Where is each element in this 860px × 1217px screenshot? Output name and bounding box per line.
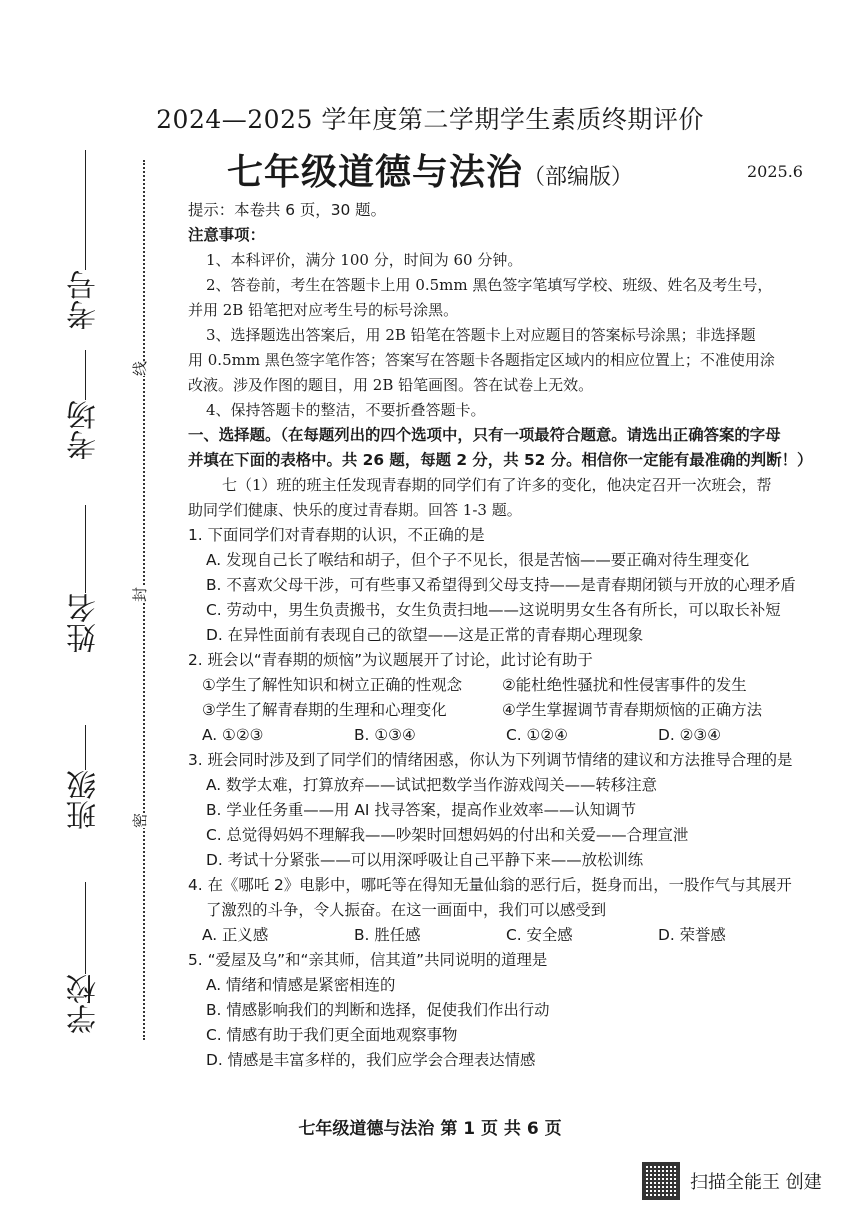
section-heading: 一、选择题。（在每题列出的四个选项中，只有一项最符合题意。请选出正确答案的字母 bbox=[188, 426, 781, 444]
field-school bbox=[55, 882, 115, 1034]
answer-option: A. 情绪和情感是紧密相连的 bbox=[206, 976, 396, 994]
page-footer: 七年级道德与法治 第 1 页 共 6 页 bbox=[298, 1119, 562, 1139]
seal-char-line: 线 bbox=[127, 361, 152, 376]
field-label: 考场 bbox=[67, 400, 102, 460]
scanner-watermark bbox=[642, 1162, 822, 1200]
edition-label: （部编版） bbox=[523, 165, 634, 190]
answer-option: D. ②③④ bbox=[658, 726, 722, 744]
note-line: 并用 2B 铅笔把对应考生号的标号涂黑。 bbox=[188, 301, 459, 319]
answer-option: C. ①②④ bbox=[506, 726, 568, 744]
field-exam-room bbox=[55, 350, 115, 460]
answer-option: A. 数学太难，打算放弃——试试把数学当作游戏闯关——转移注意 bbox=[206, 776, 657, 794]
answer-option: C. 总觉得妈妈不理解我——吵架时回想妈妈的付出和关爱——合理宣泄 bbox=[206, 826, 689, 844]
answer-option: C. 安全感 bbox=[506, 926, 573, 944]
answer-option: B. 学业任务重——用 AI 找寻答案，提高作业效率——认知调节 bbox=[206, 801, 636, 819]
fill-line bbox=[85, 350, 86, 400]
section-heading: 并填在下面的表格中。共 26 题，每题 2 分，共 52 分。相信你一定能有最准确的判断！） bbox=[188, 451, 813, 469]
watermark-text: 扫描全能王 创建 bbox=[690, 1172, 822, 1193]
question-stem: 3. 班会同时涉及到了同学们的情绪困惑，你认为下列调节情绪的建议和方法推导合理的是 bbox=[188, 751, 793, 769]
exam-title: 2024—2025 学年度第二学期学生素质终期评价 bbox=[156, 105, 704, 134]
seal-char-seal: 封 bbox=[127, 587, 152, 602]
note-line: 改液。涉及作图的题目，用 2B 铅笔画图。答在试卷上无效。 bbox=[188, 376, 594, 394]
field-name bbox=[55, 505, 115, 653]
fill-line bbox=[85, 882, 86, 974]
note-line: 4、保持答题卡的整洁，不要折叠答题卡。 bbox=[206, 401, 486, 419]
qr-code-icon bbox=[642, 1162, 680, 1200]
subject-name: 七年级道德与法治 bbox=[226, 152, 523, 193]
fill-line bbox=[85, 505, 86, 593]
field-label: 考号 bbox=[67, 270, 102, 330]
statement-item: ①学生了解性知识和树立正确的性观念 bbox=[202, 676, 463, 694]
statement-item: ③学生了解青春期的生理和心理变化 bbox=[202, 701, 447, 719]
seal-char-secret: 密 bbox=[127, 813, 152, 828]
answer-option: B. 胜任感 bbox=[354, 926, 421, 944]
statement-row bbox=[188, 673, 810, 698]
options-row bbox=[188, 723, 810, 748]
answer-option: D. 在异性面前有表现自己的欲望——这是正常的青春期心理现象 bbox=[206, 626, 644, 644]
question-stem: 5. “爱屋及乌”和“亲其师，信其道”共同说明的道理是 bbox=[188, 951, 548, 969]
answer-option: D. 考试十分紧张——可以用深呼吸让自己平静下来——放松训练 bbox=[206, 851, 644, 869]
answer-option: B. 不喜欢父母干涉，可有些事又希望得到父母支持——是青春期闭锁与开放的心理矛盾 bbox=[206, 576, 796, 594]
fill-line bbox=[85, 725, 86, 770]
answer-option: C. 情感有助于我们更全面地观察事物 bbox=[206, 1026, 458, 1044]
hint-line: 提示：本卷共 6 页，30 题。 bbox=[188, 201, 386, 219]
field-label: 学校 bbox=[67, 974, 102, 1034]
context-line: 七（1）班的班主任发现青春期的同学们有了许多的变化，他决定召开一次班会，帮 bbox=[222, 476, 772, 494]
field-class bbox=[55, 725, 115, 830]
question-stem: 4. 在《哪吒 2》电影中，哪吒等在得知无量仙翁的恶行后，挺身而出，一股作气与其展开 bbox=[188, 876, 792, 894]
statement-item: ②能杜绝性骚扰和性侵害事件的发生 bbox=[502, 676, 747, 694]
question-stem: 2. 班会以“青春期的烦恼”为议题展开了讨论，此讨论有助于 bbox=[188, 651, 593, 669]
options-row bbox=[188, 923, 810, 948]
note-line: 用 0.5mm 黑色签字笔作答；答案写在答题卡各题指定区域内的相应位置上；不准使用涂 bbox=[188, 351, 775, 369]
answer-option: B. 情感影响我们的判断和选择，促使我们作出行动 bbox=[206, 1001, 550, 1019]
answer-option: C. 劳动中，男生负责搬书，女生负责扫地——这说明男女生各有所长，可以取长补短 bbox=[206, 601, 781, 619]
question-stem-cont: 了激烈的斗争，令人振奋。在这一画面中，我们可以感受到 bbox=[206, 901, 607, 919]
field-label: 姓名 bbox=[67, 593, 102, 653]
exam-date: 2025.6 bbox=[747, 162, 803, 181]
answer-option: A. 发现自己长了喉结和胡子，但个子不见长，很是苦恼——要正确对待生理变化 bbox=[206, 551, 750, 569]
note-line: 2、答卷前，考生在答题卡上用 0.5mm 黑色签字笔填写学校、班级、姓名及考生号， bbox=[206, 276, 773, 294]
answer-option: D. 情感是丰富多样的，我们应学会合理表达情感 bbox=[206, 1051, 536, 1069]
field-label: 班级 bbox=[67, 770, 102, 830]
note-line: 1、本科评价，满分 100 分，时间为 60 分钟。 bbox=[206, 251, 523, 269]
exam-content bbox=[188, 198, 813, 1073]
answer-option: D. 荣誉感 bbox=[658, 926, 726, 944]
statement-item: ④学生掌握调节青春期烦恼的正确方法 bbox=[502, 701, 763, 719]
statement-row bbox=[188, 698, 810, 723]
answer-option: A. ①②③ bbox=[202, 726, 264, 744]
notes-heading: 注意事项： bbox=[188, 226, 265, 244]
note-line: 3、选择题选出答案后，用 2B 铅笔在答题卡上对应题目的答案标号涂黑；非选择题 bbox=[206, 326, 756, 344]
answer-option: A. 正义感 bbox=[202, 926, 269, 944]
question-stem: 1. 下面同学们对青春期的认识，不正确的是 bbox=[188, 526, 485, 544]
answer-option: B. ①③④ bbox=[354, 726, 416, 744]
context-line: 助同学们健康、快乐的度过青春期。回答 1-3 题。 bbox=[188, 501, 522, 519]
subject-title bbox=[0, 144, 860, 195]
